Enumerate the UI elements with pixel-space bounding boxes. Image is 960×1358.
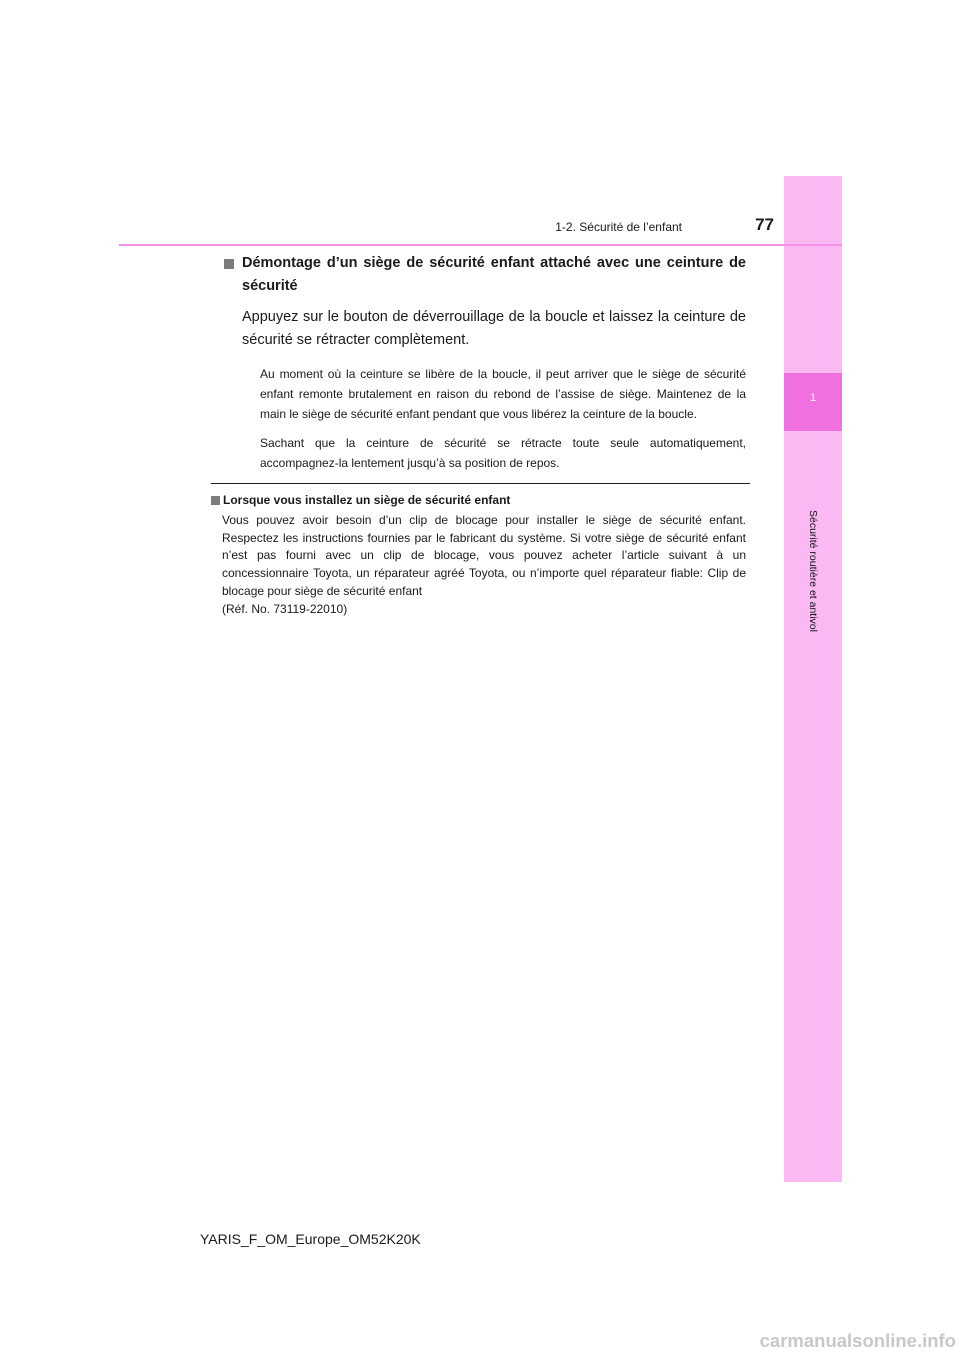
part-reference: (Réf. No. 73119-22010) xyxy=(222,601,348,616)
procedure-instruction: Appuyez sur le bouton de déverrouillage de la boucle et laissez la ceinture de sécurité se rétracter complètement. xyxy=(242,309,746,348)
info-body: Vous pouvez avoir besoin d’un clip de blocage pour installer le siège de sécurité enfant. Respectez les instructions fournies par le fabricant du système. Si votre siège de sécurité enfant n’est pas fourni avec un clip de blocage, vous pouvez acheter l’article suivant à un concessionnaire Toyota, un réparateur agréé Toyota, ou n’importe quel réparateur fiable: Clip de blocage pour siège de sécurité enfant xyxy=(222,513,746,598)
chapter-number: 1 xyxy=(809,392,817,404)
watermark: carmanualsonline.info xyxy=(759,1330,956,1351)
main-content xyxy=(224,252,746,473)
square-bullet-icon xyxy=(224,259,234,269)
info-heading: Lorsque vous installez un siège de sécurité enfant xyxy=(223,493,511,507)
info-section xyxy=(211,491,746,618)
info-heading-row xyxy=(211,491,746,509)
page-number: 77 xyxy=(755,215,774,234)
document-code: YARIS_F_OM_Europe_OM52K20K xyxy=(200,1231,421,1247)
header-rule xyxy=(119,244,842,246)
section-divider xyxy=(211,483,750,484)
procedure-note: Sachant que la ceinture de sécurité se rétracte toute seule automatiquement, accompagnez-la lentement jusqu’à sa position de repos. xyxy=(260,436,746,470)
procedure-heading: Démontage d’un siège de sécurité enfant attaché avec une ceinture de sécurité xyxy=(242,255,746,294)
section-header: 1-2. Sécurité de l’enfant xyxy=(555,220,682,234)
chapter-title: Sécurité routière et antivol xyxy=(807,510,819,632)
procedure-heading-row xyxy=(224,252,746,298)
square-bullet-icon xyxy=(211,496,220,505)
procedure-note: Au moment où la ceinture se libère de la boucle, il peut arriver que le siège de sécurité enfant remonte brutalement en raison du rebond de l’assise de siège. Maintenez de la main le siège de sécurité enfant pendant que vous libérez la ceinture de la boucle. xyxy=(260,367,746,421)
